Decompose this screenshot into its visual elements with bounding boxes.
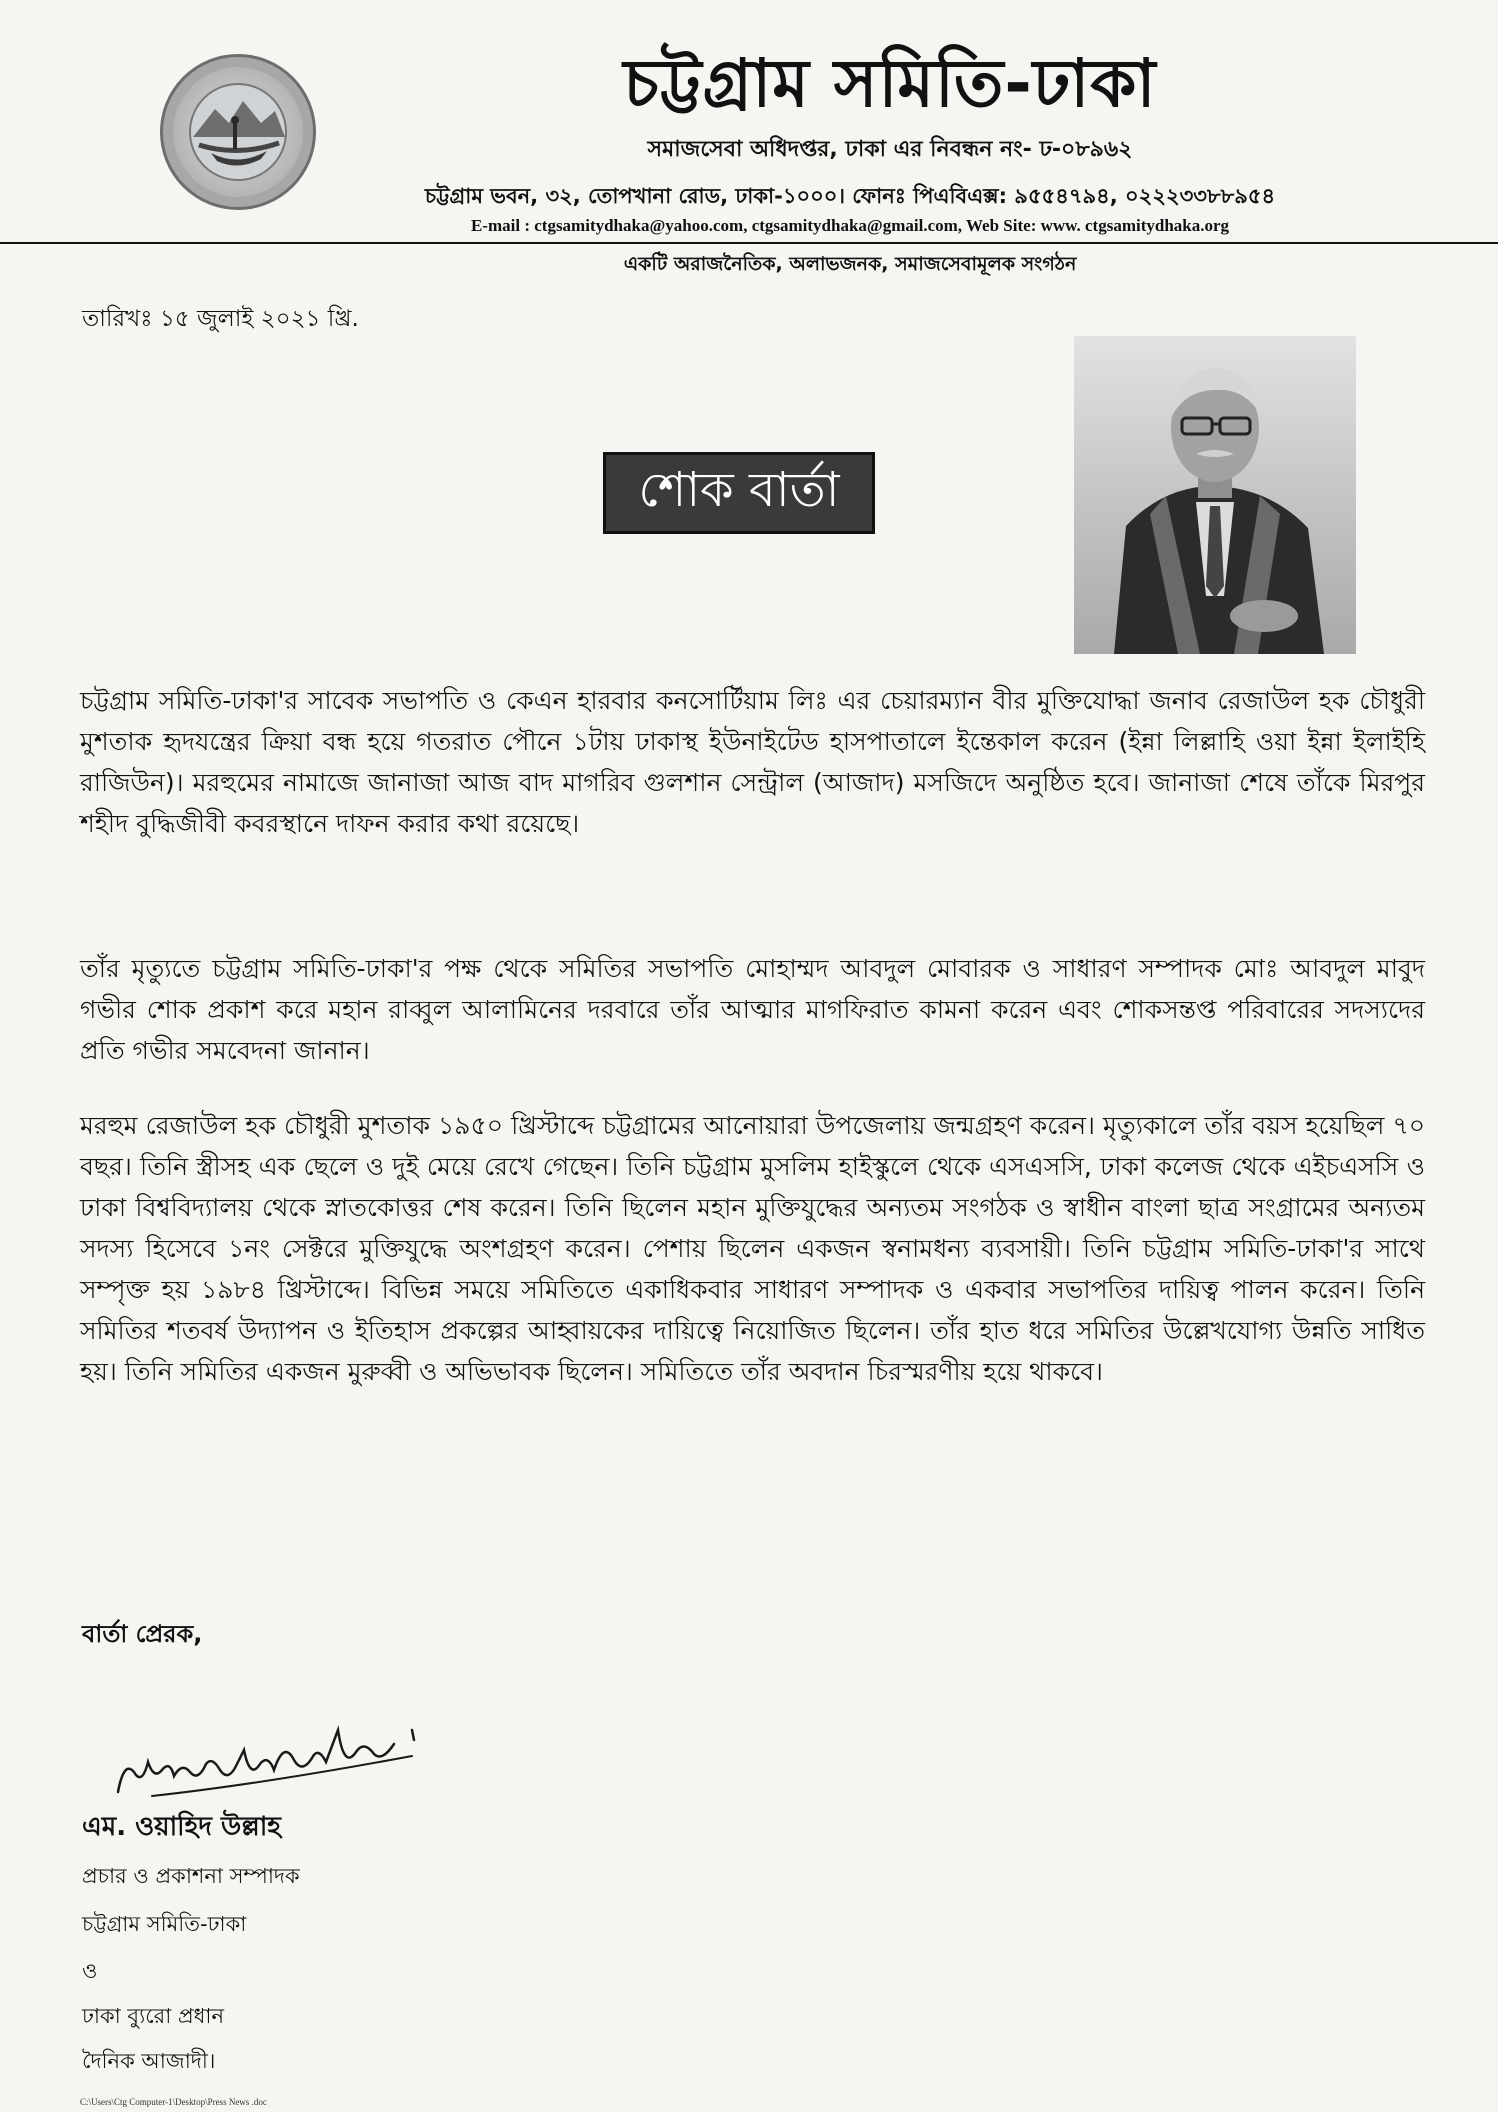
sender-second-designation: ঢাকা ব্যুরো প্রধান — [82, 2004, 225, 2028]
letter-date: তারিখঃ ১৫ জুলাই ২০২১ খ্রি. — [82, 306, 359, 332]
sender-label: বার্তা প্রেরক, — [82, 1620, 203, 1648]
sender-name: এম. ওয়াহিদ উল্লাহ — [82, 1812, 281, 1842]
header-divider — [0, 242, 1498, 244]
paragraph-obituary: চট্টগ্রাম সমিতি-ঢাকা'র সাবেক সভাপতি ও কেএন হারবার কনসোর্টিয়াম লিঃ এর চেয়ারম্যান বীর মুক্তিযোদ্ধা জনাব রেজাউল হক চৌধুরী মুশতাক হৃদযন্ত্রের ক্রিয়া বন্ধ হয়ে গতরাত পৌনে ১টায় ঢাকাস্থ ইউনাইটেড হাসপাতালে ইন্তেকাল করেন (ইন্না লিল্লাহি ওয়া ইন্না ইলাইহি রাজিউন)। মরহুমের নামাজে জানাজা আজ বাদ মাগরিব গুলশান সেন্ট্রাল (আজাদ) মসজিদে অনুষ্ঠিত হবে। জানাজা শেষে তাঁকে মিরপুর শহীদ বুদ্ধিজীবী কবরস্থানে দাফন করার কথা রয়েছে। — [80, 686, 1425, 838]
handwritten-signature — [112, 1700, 432, 1810]
sender-newspaper: দৈনিক আজাদী। — [82, 2049, 216, 2073]
sender-conjunction: ও — [82, 1959, 98, 1983]
footer-file-path: C:\Users\Ctg Computer-1\Desktop\Press News .doc — [80, 2097, 267, 2107]
organization-name: চট্টগ্রাম সমিতি-ঢাকা — [623, 45, 1157, 122]
sender-organization: চট্টগ্রাম সমিতি-ঢাকা — [82, 1912, 247, 1936]
sender-designation: প্রচার ও প্রকাশনা সম্পাদক — [82, 1864, 300, 1888]
document-title: শোক বার্তা — [603, 452, 875, 534]
paragraph-condolence: তাঁর মৃত্যুতে চট্টগ্রাম সমিতি-ঢাকা'র পক্ষ থেকে সমিতির সভাপতি মোহাম্মদ আবদুল মোবারক ও সাধারণ সম্পাদক মোঃ আবদুল মাবুদ গভীর শোক প্রকাশ করে মহান রাব্বুল আলামিনের দরবারে তাঁর আত্মার মাগফিরাত কামনা করেন এবং শোকসন্তপ্ত পরিবারের সদস্যদের প্রতি গভীর সমবেদনা জানান। — [80, 954, 1425, 1065]
paragraph-biography: মরহুম রেজাউল হক চৌধুরী মুশতাক ১৯৫০ খ্রিস্টাব্দে চট্টগ্রামের আনোয়ারা উপজেলায় জন্মগ্রহণ করেন। মৃত্যুকালে তাঁর বয়স হয়েছিল ৭০ বছর। তিনি স্ত্রীসহ এক ছেলে ও দুই মেয়ে রেখে গেছেন। তিনি চট্টগ্রাম মুসলিম হাইস্কুলে থেকে এসএসসি, ঢাকা কলেজ থেকে এইচএসসি ও ঢাকা বিশ্ববিদ্যালয় থেকে স্নাতকোত্তর শেষ করেন। তিনি ছিলেন মহান মুক্তিযুদ্ধের অন্যতম সংগঠক ও স্বাধীন বাংলা ছাত্র সংগ্রামের অন্যতম সদস্য হিসেবে ১নং সেক্টরে মুক্তিযুদ্ধে অংশগ্রহণ করেন। পেশায় ছিলেন একজন স্বনামধন্য ব্যবসায়ী। তিনি চট্টগ্রাম সমিতি-ঢাকা'র সাথে সম্পৃক্ত হয় ১৯৮৪ খ্রিস্টাব্দে। বিভিন্ন সময়ে সমিতিতে একাধিকবার সাধারণ সম্পাদক ও একবার সভাপতির দায়িত্ব পালন করেন। তিনি সমিতির শতবর্ষ উদ্যাপন ও ইতিহাস প্রকল্পের আহ্বায়কের দায়িত্বে নিয়োজিত ছিলেন। তাঁর হাত ধরে সমিতির উল্লেখযোগ্য উন্নতি সাধিত হয়। তিনি সমিতির একজন মুরুব্বী ও অভিভাবক ছিলেন। সমিতিতে তাঁর অবদান চিরস্মরণীয় হয়ে থাকবে। — [80, 1111, 1425, 1386]
address-line: চট্টগ্রাম ভবন, ৩২, তোপখানা রোড, ঢাকা-১০০০। ফোনঃ পিএবিএক্স: ৯৫৫৪৭৯৪, ০২২২৩৩৮৮৯৫৪ — [424, 184, 1276, 208]
organization-tagline: একটি অরাজনৈতিক, অলাভজনক, সমাজসেবামূলক সংগঠন — [623, 253, 1077, 275]
portrait-image-icon — [1074, 336, 1356, 654]
contact-line: E-mail : ctgsamitydhaka@yahoo.com, ctgsamitydhaka@gmail.com, Web Site: www. ctgsamitydhaka.org — [470, 216, 1230, 235]
portrait-photo — [1074, 336, 1356, 654]
registration-line: সমাজসেবা অধিদপ্তর, ঢাকা এর নিবন্ধন নং- ঢ-০৮৯৬২ — [647, 137, 1133, 162]
